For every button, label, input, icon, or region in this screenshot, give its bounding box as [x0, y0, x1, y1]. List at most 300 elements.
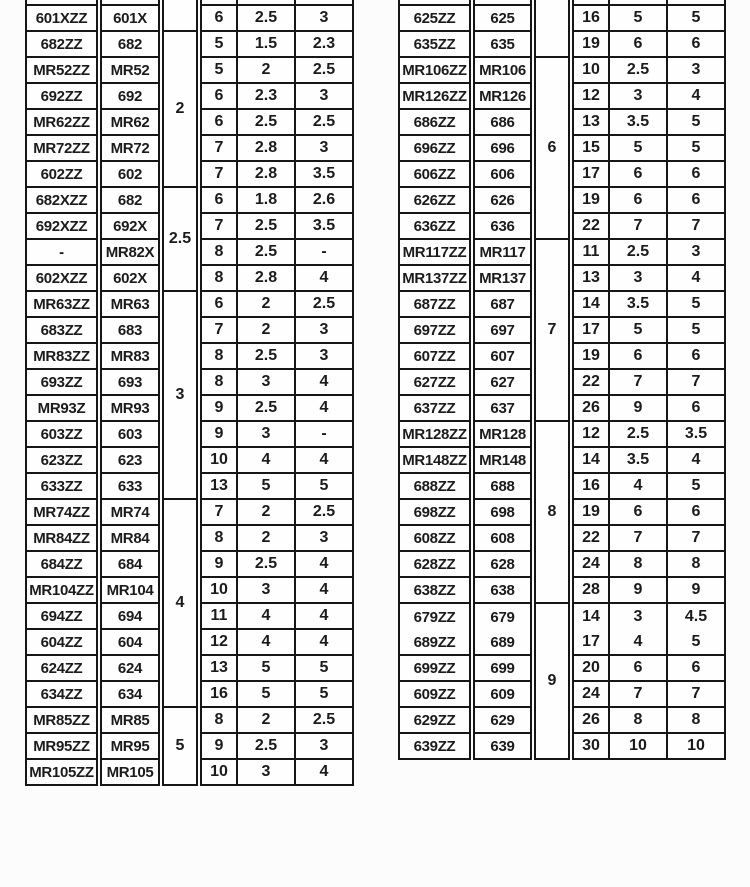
model-zz-cell: 697ZZ — [398, 318, 471, 344]
dimension-cell: 7 — [668, 214, 726, 240]
model-cell: 683 — [100, 318, 160, 344]
bore-size-group-cell: 7 — [534, 240, 570, 422]
model-zz-cell: MR93Z — [25, 396, 98, 422]
model-cell: 602 — [100, 162, 160, 188]
model-cell: 627 — [473, 370, 532, 396]
dimension-cell: 5 — [668, 6, 726, 32]
model-zz-cell: MR106ZZ — [398, 58, 471, 84]
dimension-cell: 2.5 — [610, 58, 668, 84]
model-cell: 625 — [473, 6, 532, 32]
dimension-cell: 12 — [572, 84, 610, 110]
dimension-cell: 30 — [572, 734, 610, 760]
dimension-cell: 11 — [572, 240, 610, 266]
dimension-cell: 22 — [572, 526, 610, 552]
model-cell: MR126 — [473, 84, 532, 110]
dimension-cell: 8 — [200, 708, 238, 734]
model-zz-cell: MR105ZZ — [25, 760, 98, 786]
model-zz-cell: 604ZZ — [25, 630, 98, 656]
dimension-cell: 3.5 — [610, 110, 668, 136]
model-cell: 692 — [100, 84, 160, 110]
model-zz-cell: 683ZZ — [25, 318, 98, 344]
dimension-cell: 19 — [572, 188, 610, 214]
dimension-cell: 2.6 — [296, 188, 354, 214]
model-zz-cell: MR84ZZ — [25, 526, 98, 552]
dimension-cell: 6 — [668, 396, 726, 422]
model-cell: 696 — [473, 136, 532, 162]
dimension-cell: 15 — [572, 136, 610, 162]
dimension-cell: 7 — [200, 136, 238, 162]
model-cell: MR52 — [100, 58, 160, 84]
model-cell: MR82X — [100, 240, 160, 266]
model-zz-cell: MR52ZZ — [25, 58, 98, 84]
dimension-cell: 4 — [668, 266, 726, 292]
dimension-cell: 2 — [238, 58, 296, 84]
model-zz-cell: MR72ZZ — [25, 136, 98, 162]
dimension-cell: 6 — [668, 188, 726, 214]
model-zz-cell: 603ZZ — [25, 422, 98, 448]
dimension-cell: 6 — [610, 188, 668, 214]
dimension-cell: 2.3 — [238, 84, 296, 110]
model-zz-cell: 602ZZ — [25, 162, 98, 188]
model-zz-cell: MR62ZZ — [25, 110, 98, 136]
dimension-cell: 2.5 — [238, 110, 296, 136]
model-zz-cell: 679ZZ — [398, 604, 471, 630]
model-cell: 688 — [473, 474, 532, 500]
dimension-cell: 3 — [296, 344, 354, 370]
dimension-cell: 6 — [200, 292, 238, 318]
dimension-cell: 12 — [200, 630, 238, 656]
dimension-cell: 2.8 — [238, 136, 296, 162]
left-bearing-table — [25, 0, 354, 786]
dimension-cell: 3.5 — [296, 214, 354, 240]
model-zz-cell: 625ZZ — [398, 6, 471, 32]
model-cell: MR93 — [100, 396, 160, 422]
dimension-cell: 13 — [200, 656, 238, 682]
dimension-cell: 2.5 — [238, 344, 296, 370]
dimension-cell: 4 — [610, 630, 668, 656]
dimension-cell: 7 — [610, 682, 668, 708]
dimension-cell: 4 — [238, 448, 296, 474]
model-zz-cell: 607ZZ — [398, 344, 471, 370]
model-cell: MR148 — [473, 448, 532, 474]
model-cell: 636 — [473, 214, 532, 240]
dimension-cell: 5 — [668, 292, 726, 318]
dimension-cell: 11 — [200, 604, 238, 630]
dimension-cell: 4 — [668, 84, 726, 110]
dimension-cell: 17 — [572, 318, 610, 344]
bore-size-group-cell: 6 — [534, 58, 570, 240]
model-zz-cell: 689ZZ — [398, 630, 471, 656]
dimension-cell: 13 — [200, 474, 238, 500]
dimension-cell: 10 — [200, 578, 238, 604]
dimension-cell: 4 — [296, 552, 354, 578]
dimension-cell: 7 — [200, 318, 238, 344]
dimension-cell: 6 — [200, 188, 238, 214]
model-zz-cell: MR63ZZ — [25, 292, 98, 318]
model-zz-cell: 633ZZ — [25, 474, 98, 500]
dimension-cell: 10 — [572, 58, 610, 84]
dimension-cell: 2.5 — [238, 734, 296, 760]
model-cell: 686 — [473, 110, 532, 136]
dimension-cell: 7 — [610, 214, 668, 240]
dimension-cell: 6 — [200, 84, 238, 110]
model-cell: 684 — [100, 552, 160, 578]
model-cell: 635 — [473, 32, 532, 58]
dimension-cell: 14 — [572, 604, 610, 630]
dimension-cell: 6 — [668, 656, 726, 682]
dimension-cell: 2.5 — [238, 552, 296, 578]
model-cell: 626 — [473, 188, 532, 214]
dimension-cell: 5 — [610, 6, 668, 32]
model-zz-cell: 638ZZ — [398, 578, 471, 604]
model-zz-cell: 699ZZ — [398, 656, 471, 682]
dimension-cell: 7 — [610, 526, 668, 552]
dimension-cell: 7 — [200, 500, 238, 526]
dimension-cell: 5 — [238, 474, 296, 500]
model-cell: 689 — [473, 630, 532, 656]
dimension-cell: 9 — [200, 422, 238, 448]
model-cell: MR105 — [100, 760, 160, 786]
dimension-cell: 24 — [572, 552, 610, 578]
model-cell: 639 — [473, 734, 532, 760]
dimension-cell: 5 — [238, 682, 296, 708]
dimension-cell: 4 — [296, 396, 354, 422]
dimension-cell: 19 — [572, 500, 610, 526]
dimension-cell: 2.5 — [296, 500, 354, 526]
dimension-cell: 20 — [572, 656, 610, 682]
model-zz-cell: 606ZZ — [398, 162, 471, 188]
dimension-cell: 3.5 — [610, 292, 668, 318]
dimension-cell: 5 — [668, 318, 726, 344]
model-zz-cell: 608ZZ — [398, 526, 471, 552]
dimension-cell: 6 — [610, 656, 668, 682]
dimension-cell: 2 — [238, 292, 296, 318]
model-zz-cell: 624ZZ — [25, 656, 98, 682]
model-cell: MR117 — [473, 240, 532, 266]
dimension-cell: 5 — [238, 656, 296, 682]
dimension-cell: 26 — [572, 396, 610, 422]
model-zz-cell: 686ZZ — [398, 110, 471, 136]
dimension-cell: 1.8 — [238, 188, 296, 214]
dimension-cell: 3 — [296, 6, 354, 32]
right-bearing-table — [398, 0, 726, 760]
dimension-cell: 12 — [572, 422, 610, 448]
model-cell: 624 — [100, 656, 160, 682]
model-zz-cell: 636ZZ — [398, 214, 471, 240]
dimension-cell: 1.5 — [238, 32, 296, 58]
model-columns — [25, 0, 160, 786]
dimension-cell: 3 — [296, 136, 354, 162]
dimension-cell: 5 — [610, 136, 668, 162]
dimension-cell: 16 — [200, 682, 238, 708]
dimension-cell: 8 — [610, 552, 668, 578]
model-zz-cell: 693ZZ — [25, 370, 98, 396]
dimension-cell: 8 — [200, 526, 238, 552]
model-cell: MR63 — [100, 292, 160, 318]
model-cell: MR128 — [473, 422, 532, 448]
dimension-cell: 22 — [572, 370, 610, 396]
model-cell: MR106 — [473, 58, 532, 84]
model-cell: 623 — [100, 448, 160, 474]
dimension-cell: 7 — [668, 526, 726, 552]
dimension-cell: 3 — [296, 734, 354, 760]
model-zz-cell: 601XZZ — [25, 6, 98, 32]
dimension-cell: 5 — [296, 682, 354, 708]
dimension-cell: 26 — [572, 708, 610, 734]
dimension-cell: - — [296, 422, 354, 448]
dimension-cell: 2.5 — [238, 396, 296, 422]
model-cell: 606 — [473, 162, 532, 188]
dimension-cell: 19 — [572, 344, 610, 370]
bore-size-group-cell: 8 — [534, 422, 570, 604]
model-zz-cell: 692XZZ — [25, 214, 98, 240]
model-zz-cell: 635ZZ — [398, 32, 471, 58]
model-cell: MR72 — [100, 136, 160, 162]
model-cell: 693 — [100, 370, 160, 396]
dimension-cell: 8 — [200, 240, 238, 266]
bore-size-group-cell: 5 — [162, 708, 198, 786]
dimension-cell: 6 — [200, 6, 238, 32]
dimension-cell: 5 — [200, 32, 238, 58]
bore-size-group-cell: 2.5 — [162, 188, 198, 292]
model-cell: 637 — [473, 396, 532, 422]
model-cell: 629 — [473, 708, 532, 734]
dimension-cell: 4.5 — [668, 604, 726, 630]
dimension-cell: 2.5 — [610, 422, 668, 448]
model-cell: 692X — [100, 214, 160, 240]
bore-size-group-cell: 2 — [162, 32, 198, 188]
dimension-cell: 9 — [200, 734, 238, 760]
model-cell: 603 — [100, 422, 160, 448]
dimension-cell: 4 — [296, 604, 354, 630]
model-cell: 698 — [473, 500, 532, 526]
model-cell: 638 — [473, 578, 532, 604]
model-cell: 608 — [473, 526, 532, 552]
model-cell: 602X — [100, 266, 160, 292]
model-zz-cell: MR104ZZ — [25, 578, 98, 604]
dimension-cell: 6 — [610, 500, 668, 526]
dimension-cell: 2.5 — [610, 240, 668, 266]
dimension-cell: 2.5 — [296, 110, 354, 136]
dimension-cell: 2.5 — [296, 58, 354, 84]
dimension-cell: 4 — [296, 630, 354, 656]
model-zz-cell: 634ZZ — [25, 682, 98, 708]
bore-size-group-column — [162, 0, 198, 786]
dimension-cell: 9 — [200, 396, 238, 422]
dimension-cell: 2.5 — [296, 708, 354, 734]
dimension-cell: 2 — [238, 318, 296, 344]
dimension-cell: 2.5 — [238, 214, 296, 240]
dimension-cell: 9 — [668, 578, 726, 604]
dimension-cell: 8 — [200, 266, 238, 292]
dimension-cell: 5 — [610, 318, 668, 344]
dimension-cell: 5 — [668, 474, 726, 500]
model-cell: 694 — [100, 604, 160, 630]
dimension-cell: 5 — [668, 630, 726, 656]
model-zz-cell: 694ZZ — [25, 604, 98, 630]
dimension-cell: 17 — [572, 630, 610, 656]
dimension-cell: 3 — [610, 84, 668, 110]
model-zz-cell: MR128ZZ — [398, 422, 471, 448]
dimension-cell: 2.5 — [296, 292, 354, 318]
dimension-cell: 3 — [238, 422, 296, 448]
model-cell: 634 — [100, 682, 160, 708]
dimension-cell: 24 — [572, 682, 610, 708]
model-zz-cell: - — [25, 240, 98, 266]
dimension-cell: 2.8 — [238, 266, 296, 292]
dimension-cell: - — [296, 240, 354, 266]
dimension-cell: 7 — [200, 162, 238, 188]
dimension-cell: 10 — [200, 448, 238, 474]
dimension-columns — [572, 0, 726, 760]
dimension-cell: 2 — [238, 708, 296, 734]
dimension-cell: 14 — [572, 292, 610, 318]
dimension-cell: 3 — [238, 370, 296, 396]
model-cell: 633 — [100, 474, 160, 500]
dimension-cell: 6 — [200, 110, 238, 136]
model-zz-cell: 692ZZ — [25, 84, 98, 110]
dimension-cell: 10 — [668, 734, 726, 760]
dimension-cell: 7 — [610, 370, 668, 396]
model-cell: MR84 — [100, 526, 160, 552]
dimension-cell: 7 — [200, 214, 238, 240]
dimension-cell: 3 — [238, 578, 296, 604]
dimension-cell: 5 — [296, 474, 354, 500]
model-zz-cell: MR85ZZ — [25, 708, 98, 734]
model-cell: MR74 — [100, 500, 160, 526]
model-cell: 682 — [100, 32, 160, 58]
dimension-cell: 5 — [668, 136, 726, 162]
model-cell: MR83 — [100, 344, 160, 370]
dimension-cell: 2 — [238, 526, 296, 552]
model-cell: 601X — [100, 6, 160, 32]
model-zz-cell: 627ZZ — [398, 370, 471, 396]
dimension-cell: 16 — [572, 6, 610, 32]
bore-size-group-cell — [534, 0, 570, 58]
model-zz-cell: MR95ZZ — [25, 734, 98, 760]
dimension-cell: 3 — [610, 604, 668, 630]
model-zz-cell: 623ZZ — [25, 448, 98, 474]
bore-size-group-cell: 4 — [162, 500, 198, 708]
model-zz-cell: 698ZZ — [398, 500, 471, 526]
model-zz-cell: MR117ZZ — [398, 240, 471, 266]
dimension-cell: 3 — [296, 84, 354, 110]
dimension-cell: 2.3 — [296, 32, 354, 58]
model-zz-cell: 626ZZ — [398, 188, 471, 214]
dimension-cell: 5 — [200, 58, 238, 84]
dimension-cell: 6 — [610, 162, 668, 188]
dimension-cell: 5 — [668, 110, 726, 136]
dimension-cell: 14 — [572, 448, 610, 474]
dimension-cell: 4 — [296, 370, 354, 396]
model-cell: MR62 — [100, 110, 160, 136]
dimension-cell: 4 — [610, 474, 668, 500]
dimension-cell: 6 — [610, 32, 668, 58]
model-zz-cell: 639ZZ — [398, 734, 471, 760]
dimension-cell: 9 — [200, 552, 238, 578]
dimension-cell: 2.5 — [238, 6, 296, 32]
dimension-cell: 8 — [200, 344, 238, 370]
dimension-cell: 13 — [572, 266, 610, 292]
model-zz-cell: 687ZZ — [398, 292, 471, 318]
model-cell: 687 — [473, 292, 532, 318]
dimension-cell: 3.5 — [296, 162, 354, 188]
dimension-cell: 8 — [200, 370, 238, 396]
model-cell: 607 — [473, 344, 532, 370]
dimension-cell: 8 — [610, 708, 668, 734]
dimension-cell: 4 — [238, 604, 296, 630]
dimension-cell: 17 — [572, 162, 610, 188]
model-zz-cell: 682ZZ — [25, 32, 98, 58]
dimension-cell: 10 — [610, 734, 668, 760]
model-cell: MR85 — [100, 708, 160, 734]
dimension-cell: 2.5 — [238, 240, 296, 266]
model-zz-cell: 629ZZ — [398, 708, 471, 734]
model-cell: 604 — [100, 630, 160, 656]
dimension-cell: 6 — [668, 32, 726, 58]
model-cell: 679 — [473, 604, 532, 630]
dimension-cell: 2 — [238, 500, 296, 526]
dimension-cell: 5 — [296, 656, 354, 682]
bore-size-group-column — [534, 0, 570, 760]
dimension-cell: 9 — [610, 396, 668, 422]
bore-size-group-cell: 9 — [534, 604, 570, 760]
dimension-cell: 4 — [296, 266, 354, 292]
model-zz-cell: 684ZZ — [25, 552, 98, 578]
dimension-cell: 3 — [296, 318, 354, 344]
dimension-cell: 4 — [238, 630, 296, 656]
dimension-cell: 4 — [296, 578, 354, 604]
model-columns — [398, 0, 532, 760]
dimension-cell: 3 — [238, 760, 296, 786]
model-zz-cell: MR137ZZ — [398, 266, 471, 292]
model-zz-cell: 628ZZ — [398, 552, 471, 578]
model-cell: 609 — [473, 682, 532, 708]
model-zz-cell: 602XZZ — [25, 266, 98, 292]
bore-size-group-cell — [162, 0, 198, 32]
model-zz-cell: 696ZZ — [398, 136, 471, 162]
model-cell: 682 — [100, 188, 160, 214]
dimension-cell: 6 — [610, 344, 668, 370]
bore-size-group-cell: 3 — [162, 292, 198, 500]
dimension-cell: 2.8 — [238, 162, 296, 188]
dimension-cell: 4 — [668, 448, 726, 474]
dimension-cell: 3.5 — [610, 448, 668, 474]
dimension-cell: 9 — [610, 578, 668, 604]
model-zz-cell: MR83ZZ — [25, 344, 98, 370]
model-zz-cell: 682XZZ — [25, 188, 98, 214]
dimension-columns — [200, 0, 354, 786]
model-zz-cell: MR126ZZ — [398, 84, 471, 110]
dimension-cell: 7 — [668, 682, 726, 708]
dimension-cell: 6 — [668, 162, 726, 188]
dimension-cell: 4 — [296, 448, 354, 474]
dimension-cell: 3 — [296, 526, 354, 552]
model-cell: MR95 — [100, 734, 160, 760]
dimension-cell: 19 — [572, 32, 610, 58]
model-cell: 699 — [473, 656, 532, 682]
dimension-cell: 3.5 — [668, 422, 726, 448]
dimension-cell: 28 — [572, 578, 610, 604]
model-cell: 697 — [473, 318, 532, 344]
dimension-cell: 3 — [610, 266, 668, 292]
dimension-cell: 8 — [668, 708, 726, 734]
dimension-cell: 3 — [668, 58, 726, 84]
dimension-cell: 8 — [668, 552, 726, 578]
model-zz-cell: 688ZZ — [398, 474, 471, 500]
model-zz-cell: MR148ZZ — [398, 448, 471, 474]
dimension-cell: 4 — [296, 760, 354, 786]
